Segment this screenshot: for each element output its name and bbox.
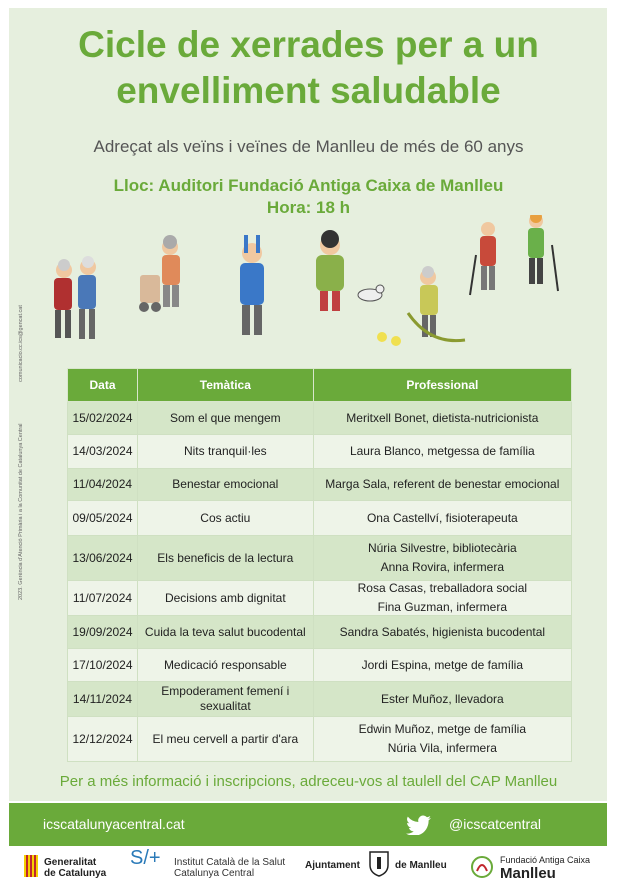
fundacio-line-2: Manlleu <box>500 865 556 882</box>
poster-title: Cicle de xerrades per a un envelliment saludable <box>78 24 539 111</box>
cell-date: 17/10/2024 <box>68 649 138 682</box>
generalitat-line-2: de Catalunya <box>44 868 107 879</box>
schedule-table <box>67 368 572 762</box>
sponsor-logos <box>0 848 617 893</box>
twitter-icon[interactable] <box>406 815 432 835</box>
header-topic: Temàtica <box>137 369 313 402</box>
ics-symbol-icon: S/+ <box>130 847 161 869</box>
woman-dog-figure <box>316 230 384 311</box>
couple-walking-figure <box>54 256 96 339</box>
venue-place: Lloc: Auditori Fundació Antiga Caixa de Manlleu <box>113 176 504 195</box>
ics-line-1: Institut Català de la Salut <box>174 857 286 868</box>
seniors-illustration <box>30 215 590 355</box>
side-credit <box>18 265 24 600</box>
cell-professional <box>313 682 571 717</box>
cell-professional <box>313 616 571 649</box>
professional-name: Edwin Muñoz, metge de família <box>358 722 527 736</box>
cell-professional <box>313 435 571 469</box>
cell-topic: Decisions amb dignitat <box>137 581 313 616</box>
table-row <box>68 616 572 649</box>
side-credit-text: 2023. Gerència d'Atenció Primària i a la Comunitat de Catalunya Central <box>18 423 24 600</box>
professional-name: Sandra Sabatés, higienista bucodental <box>339 624 546 639</box>
ajuntament-line-2: de Manlleu <box>395 860 447 871</box>
table-header-row <box>68 369 572 402</box>
table-row <box>68 469 572 501</box>
cell-topic: Benestar emocional <box>137 469 313 501</box>
footer-bar <box>9 803 607 846</box>
website-link[interactable]: icscatalunyacentral.cat <box>43 816 185 832</box>
fundacio-emblem-icon <box>470 855 494 879</box>
nordic-walkers-figure <box>470 215 558 295</box>
ajuntament-line-1: Ajuntament <box>305 860 360 871</box>
cell-topic: Som el que mengem <box>137 402 313 435</box>
ics-line-2: Catalunya Central <box>174 868 255 879</box>
professional-name: Ona Castellví, fisioterapeuta <box>366 510 518 525</box>
twitter-handle[interactable]: @icscatcentral <box>449 816 542 832</box>
cell-professional <box>313 402 571 435</box>
professional-name: Rosa Casas, treballadora social <box>357 581 528 595</box>
table-row <box>68 717 572 762</box>
table-row <box>68 581 572 616</box>
cell-topic: Nits tranquil·les <box>137 435 313 469</box>
professional-name-2: Anna Rovira, infermera <box>380 560 505 574</box>
cell-topic: Empoderament femení i sexualitat <box>137 682 313 717</box>
cell-professional <box>313 717 571 762</box>
side-credit-email: comunicacio.cc.ics@gencat.cat <box>18 305 24 382</box>
stretching-figure <box>240 235 264 335</box>
cell-date: 15/02/2024 <box>68 402 138 435</box>
cell-date: 14/03/2024 <box>68 435 138 469</box>
cell-date: 11/04/2024 <box>68 469 138 501</box>
header-date: Data <box>68 369 138 402</box>
cell-date: 12/12/2024 <box>68 717 138 762</box>
cell-topic: El meu cervell a partir d'ara <box>137 717 313 762</box>
cell-topic: Cuida la teva salut bucodental <box>137 616 313 649</box>
shield-icon <box>369 851 389 877</box>
venue-time: Hora: 18 h <box>266 198 351 217</box>
table-row <box>68 682 572 717</box>
cell-date: 14/11/2024 <box>68 682 138 717</box>
professional-name: Laura Blanco, metgessa de família <box>349 444 535 458</box>
cell-topic: Medicació responsable <box>137 649 313 682</box>
info-note: Per a més informació i inscripcions, adreceu-vos al taulell del CAP Manlleu <box>59 773 558 790</box>
professional-name: Ester Muñoz, llevadora <box>380 691 504 706</box>
venue-info <box>0 175 617 219</box>
cell-date: 13/06/2024 <box>68 536 138 581</box>
gardener-figure <box>377 266 465 346</box>
cell-date: 11/07/2024 <box>68 581 138 616</box>
table-row <box>68 649 572 682</box>
cell-topic: Cos actiu <box>137 501 313 536</box>
table-row <box>68 501 572 536</box>
professional-name: Núria Silvestre, bibliotecària <box>367 541 517 555</box>
professional-name-2: Núria Vila, infermera <box>387 741 497 755</box>
table-row <box>68 435 572 469</box>
professional-name: Jordi Espina, metge de família <box>361 657 524 672</box>
poster-subtitle: Adreçat als veïns i veïnes de Manlleu de més de 60 anys <box>93 137 524 156</box>
table-row <box>68 402 572 435</box>
cell-professional <box>313 536 571 581</box>
header-professional: Professional <box>313 369 571 402</box>
woman-cart-figure <box>139 235 180 312</box>
cell-professional <box>313 581 571 616</box>
fundacio-line-1: Fundació Antiga Caixa <box>500 855 591 865</box>
professional-name: Meritxell Bonet, dietista-nutricionista <box>346 410 539 425</box>
cell-date: 19/09/2024 <box>68 616 138 649</box>
cell-professional <box>313 469 571 501</box>
professional-name: Marga Sala, referent de benestar emocional <box>325 477 560 491</box>
professional-name-2: Fina Guzman, infermera <box>377 600 508 614</box>
table-row <box>68 536 572 581</box>
cell-topic: Els beneficis de la lectura <box>137 536 313 581</box>
senyera-icon <box>24 855 38 877</box>
cell-professional <box>313 649 571 682</box>
cell-date: 09/05/2024 <box>68 501 138 536</box>
generalitat-line-1: Generalitat <box>44 857 97 868</box>
cell-professional <box>313 501 571 536</box>
